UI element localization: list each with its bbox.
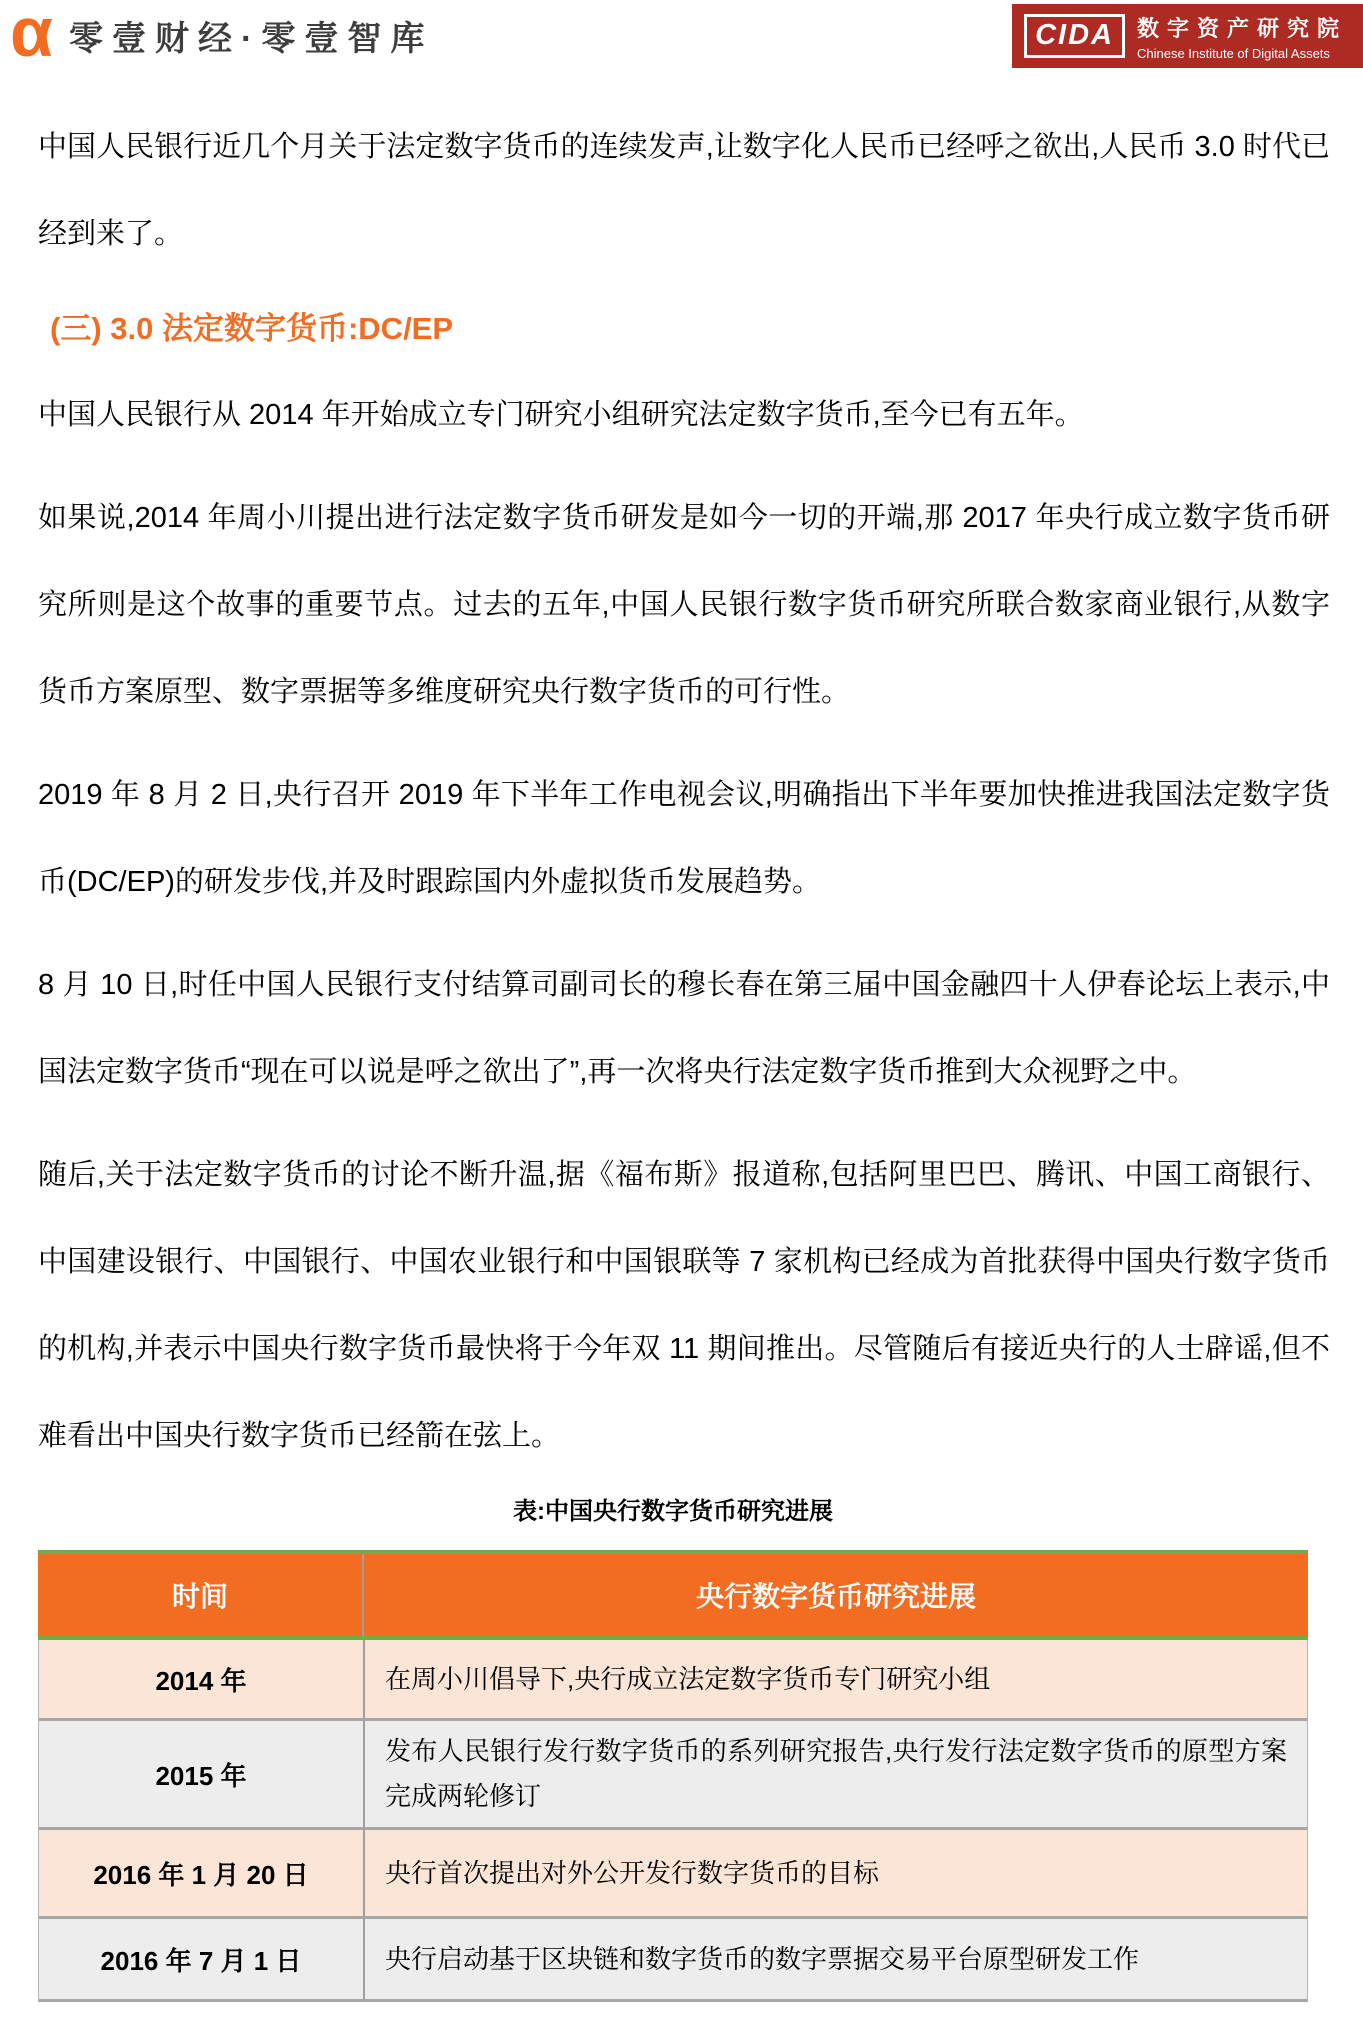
time-cell: 2015 年 [39,1721,365,1827]
progress-cell: 央行首次提出对外公开发行数字货币的目标 [385,1857,880,1888]
zero-one-logo-text: 零壹财经·零壹智库 [69,19,434,58]
table-row [39,1830,1307,1919]
progress-cell: 在周小川倡导下,央行成立法定数字货币专门研究小组 [385,1663,991,1694]
time-cell: 2016 年 1 月 20 日 [39,1830,365,1916]
time-cell: 2014 年 [39,1640,365,1718]
paragraph-1: 中国人民银行从 2014 年开始成立专门研究小组研究法定数字货币,至今已有五年。 [38,399,1084,431]
paragraph-4: 8 月 10 日,时任中国人民银行支付结算司副司长的穆长春在第三届中国金融四十人伊春论坛上表示,中国法定数字货币“现在可以说是呼之欲出了”,再一次将央行法定数字货币推到大众视野之中。 [38,969,1330,1088]
section-heading: (三) 3.0 法定数字货币:DC/EP [50,311,454,346]
cida-logo [1012,4,1363,68]
cida-logo-names [1137,12,1347,61]
cida-name-en: Chinese Institute of Digital Assets [1136,45,1330,61]
table-row [39,1919,1307,2002]
alpha-logo-icon: α [10,0,54,71]
page-header [0,0,1363,96]
intro-paragraph: 中国人民银行近几个月关于法定数字货币的连续发声,让数字化人民币已经呼之欲出,人民币 3.0 时代已经到来了。 [38,131,1330,250]
time-cell: 2016 年 7 月 1 日 [39,1919,365,1999]
table-caption: 表:中国央行数字货币研究进展 [513,1498,833,1525]
table-header-row [38,1554,1308,1640]
table-row [39,1640,1307,1721]
cida-name-cn: 数字资产研究院 [1136,15,1347,41]
zero-one-logo [10,0,434,71]
progress-cell: 央行启动基于区块链和数字货币的数字票据交易平台原型研发工作 [385,1943,1140,1974]
article-body [38,104,1330,2002]
header-cell-time: 时间 [38,1554,364,1636]
paragraph-2: 如果说,2014 年周小川提出进行法定数字货币研发是如今一切的开端,那 2017 年央行成立数字货币研究所则是这个故事的重要节点。过去的五年,中国人民银行数字货币研究所联合数家商业银行,从数字货币方案原型、数字票据等多维度研究央行数字货币的可行性。 [38,502,1330,708]
paragraph-5: 随后,关于法定数字货币的讨论不断升温,据《福布斯》报道称,包括阿里巴巴、腾讯、中国工商银行、中国建设银行、中国银行、中国农业银行和中国银联等 7 家机构已经成为首批获得中国央行数字货币的机构,并表示中国央行数字货币最快将于今年双 11 期间推出。尽管随后有接近央行的人士辟谣,但不难看出中国央行数字货币已经箭在弦上。 [38,1159,1330,1452]
paragraph-3: 2019 年 8 月 2 日,央行召开 2019 年下半年工作电视会议,明确指出下半年要加快推进我国法定数字货币(DC/EP)的研发步伐,并及时跟踪国内外虚拟货币发展趋势。 [38,779,1330,898]
research-progress-table [38,1550,1308,2002]
cida-acronym-icon: CIDA [1024,14,1125,58]
table-row [39,1721,1307,1830]
progress-cell: 发布人民银行发行数字货币的系列研究报告,央行发行法定数字货币的原型方案完成两轮修订 [385,1736,1287,1811]
table-body [38,1640,1308,2002]
header-cell-progress: 央行数字货币研究进展 [695,1581,976,1612]
